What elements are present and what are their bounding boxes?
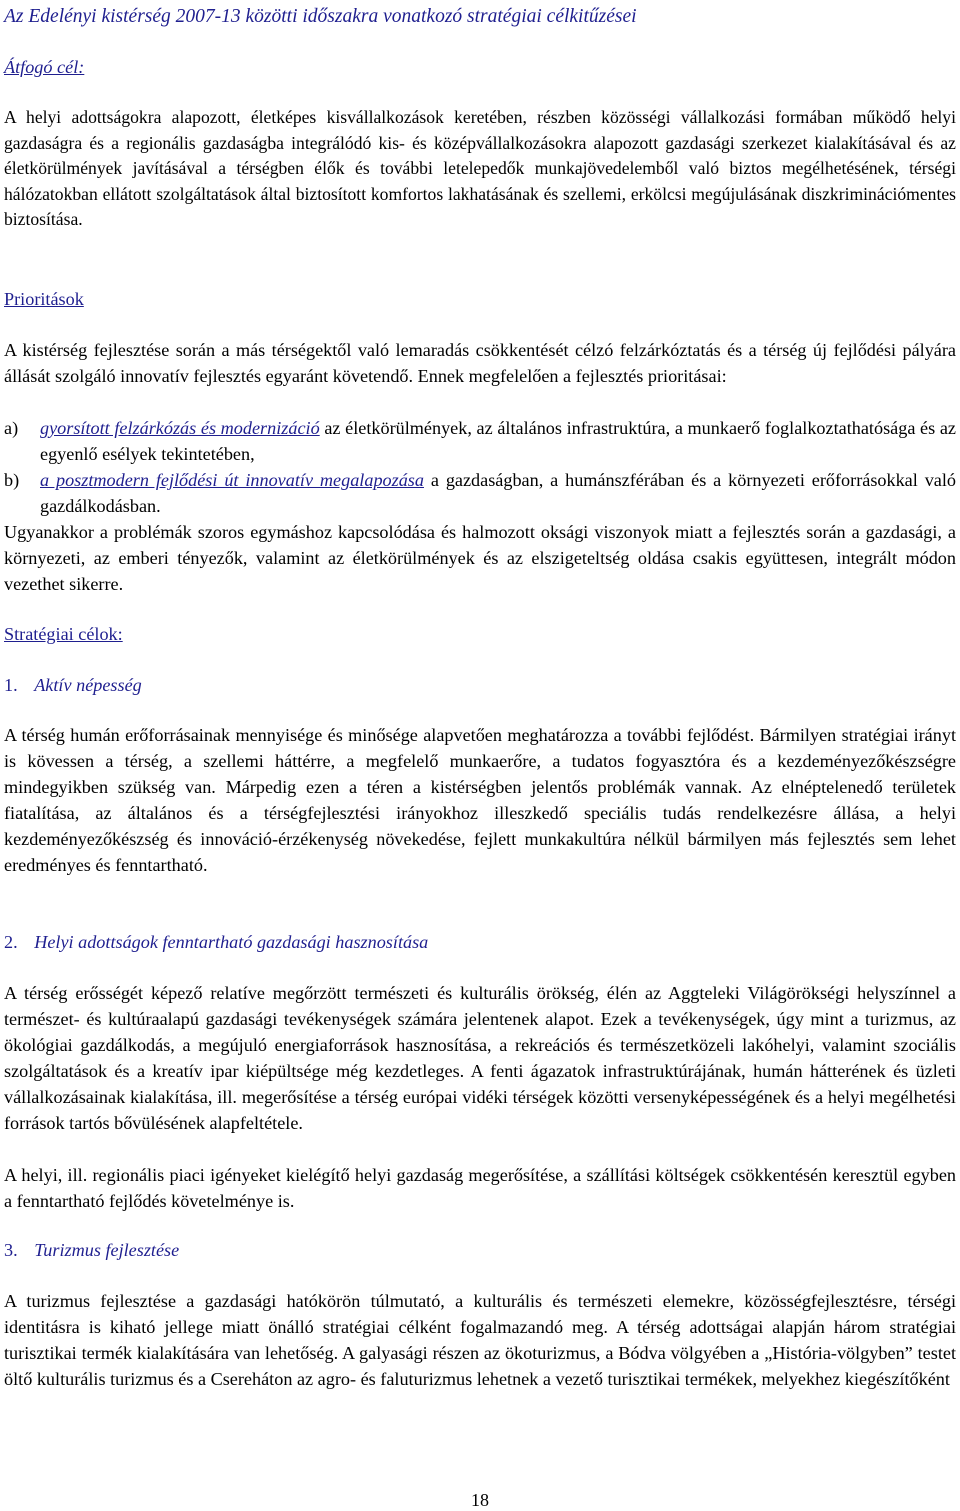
section-heading-atfogo-cel: Átfogó cél: [4, 57, 85, 77]
goal-2-heading [4, 930, 428, 954]
goal-3-paragraph: A turizmus fejlesztése a gazdasági hatókörön túlmutató, a kulturális és természeti elemekre, közösségfejlesztésre, térségi identitásra is kiható jellege miatt önálló stratégiai célként fogalmazandó meg. A térség adottságai alapján három stratégiai turisztikai termék kialakítására van lehetőség. A galyasági részen az ökoturizmus, a Bódva völgyében a „História-völgyben” testet öltő kulturális turizmus és a Csereháton az agro- és faluturizmus lehetnek a vezető turisztikai termékek, melyekhez kiegészítőként [4, 1291, 956, 1389]
prioritasok-paragraph: A kistérség fejlesztése során a más térségektől való lemaradás csökkentését célzó felzárkóztatás és a térség új fejlődési pályára állását szolgáló innovatív fejlesztés egyaránt követendő. Ennek megfelelően a fejlesztés prioritásai: [4, 340, 956, 386]
priority-b-rest: a gazdaságban, a humánszférában és a környezeti erőforrásokkal való gazdálkodásban. [40, 470, 957, 516]
document-page [4, 0, 956, 1509]
priority-item-b [4, 467, 956, 519]
ugyanakkor-paragraph: Ugyanakkor a problémák szoros egymáshoz kapcsolódása és halmozott oksági viszonyok miatt a fejlesztés során a gazdasági, a környezeti, az emberi tényezők, valamint az életkörülmények és az elszigeteltség oldása csakis együttesen, integrált módon vezethet sikerre. [4, 522, 956, 594]
goal-3-title: Turizmus fejlesztése [34, 1240, 180, 1260]
goal-3-heading [4, 1238, 179, 1262]
goal-3-number: 3. [4, 1240, 18, 1260]
goal-1-heading [4, 673, 142, 697]
goal-1-paragraph: A térség humán erőforrásainak mennyisége és minősége alapvetően meghatározza a további fejlődést. Bármilyen stratégiai irányt is kövessen a térség, a szellemi háttérre, a megfelelő munkaerőre, a tudatos fogyasztóra és a kezdeményezőkészségre mindegyikben szükség van. Márpedig ezen a téren a kistérségben jelentős problémák vannak. Az elnéptelenedő területek fiatalítása, az általános és a térségfejlesztési irányokhoz illeszkedő speciális tudás rendelkezésre állása, a helyi kezdeményezőkészség és innováció-érzékenység növekedése, fejlett munkakultúra nélkül bármilyen más fejlesztés sem lehet eredményes és fenntartható. [4, 725, 956, 875]
list-item-text [40, 415, 956, 467]
list-label: a) [4, 418, 19, 438]
goal-1-number: 1. [4, 675, 18, 695]
list-label: b) [4, 470, 20, 490]
atfogo-cel-paragraph: A helyi adottságokra alapozott, életképes kisvállalkozások keretében, részben közösségi vállalkozási formában működő helyi gazdaságra és a regionális gazdaságba integrálódó kis- és középvállalkozásokra alapozott gazdasági szerkezet kialakításával és az életkörülmények javításával a térségben élők és további letelepedők munkajövedelemből való biztos megélhetésének, térségi hálózatokban ellátott szolgáltatások által biztosított komfortos lakhatásának és szellemi, erkölcsi megújulásának diszkriminációmentes biztosítása. [4, 107, 956, 230]
page-number: 18 [471, 1490, 489, 1510]
section-heading-strategiai-celok: Stratégiai célok: [4, 624, 123, 644]
section-heading-prioritasok: Prioritások [4, 289, 84, 309]
list-item-text [40, 467, 956, 519]
document-title: Az Edelényi kistérség 2007-13 közötti időszakra vonatkozó stratégiai célkitűzései [4, 6, 637, 27]
priority-a-rest: az életkörülmények, az általános infrastruktúra, a munkaerő foglalkoztathatósága és az egyenlő esélyek tekintetében, [40, 418, 956, 464]
goal-2-number: 2. [4, 932, 18, 952]
goal-2-title: Helyi adottságok fenntartható gazdasági hasznosítása [34, 932, 429, 952]
goal-2-paragraph: A térség erősségét képező relatíve megőrzött természeti és kulturális örökség, élén az Aggteleki Világörökségi helyszínnel a természet- és kultúraalapú gazdasági tevékenységek számára jelentenek alapot. Ezek a tevékenységek, úgy mint a turizmus, az ökológiai gazdálkodás, a megújuló energiaforrások hasznosítása, a rekreációs és természetközeli lakóhelyi, valamint szociális szolgáltatások és a kreatív ipar kiépültsége még kezdetleges. A fenti ágazatok infrastruktúrájának, humán hátterének és üzleti vállalkozásainak kialakítása, ill. megerősítése a térség európai vidéki térségek közötti versenyképességének és a helyi megélhetési források tartós bővülésének alapfeltétele. [4, 983, 956, 1133]
priority-b-emphasis: a posztmodern fejlődési út innovatív megalapozása [40, 470, 424, 490]
goal-1-title: Aktív népesség [34, 675, 142, 695]
priority-item-a [4, 415, 956, 467]
goal-2-paragraph-2: A helyi, ill. regionális piaci igényeket kielégítő helyi gazdaság megerősítése, a szállítási költségek csökkentésén keresztül egyben a fenntartható fejlődés követelménye is. [4, 1165, 956, 1211]
priority-a-emphasis: gyorsított felzárkózás és modernizáció [40, 418, 320, 438]
